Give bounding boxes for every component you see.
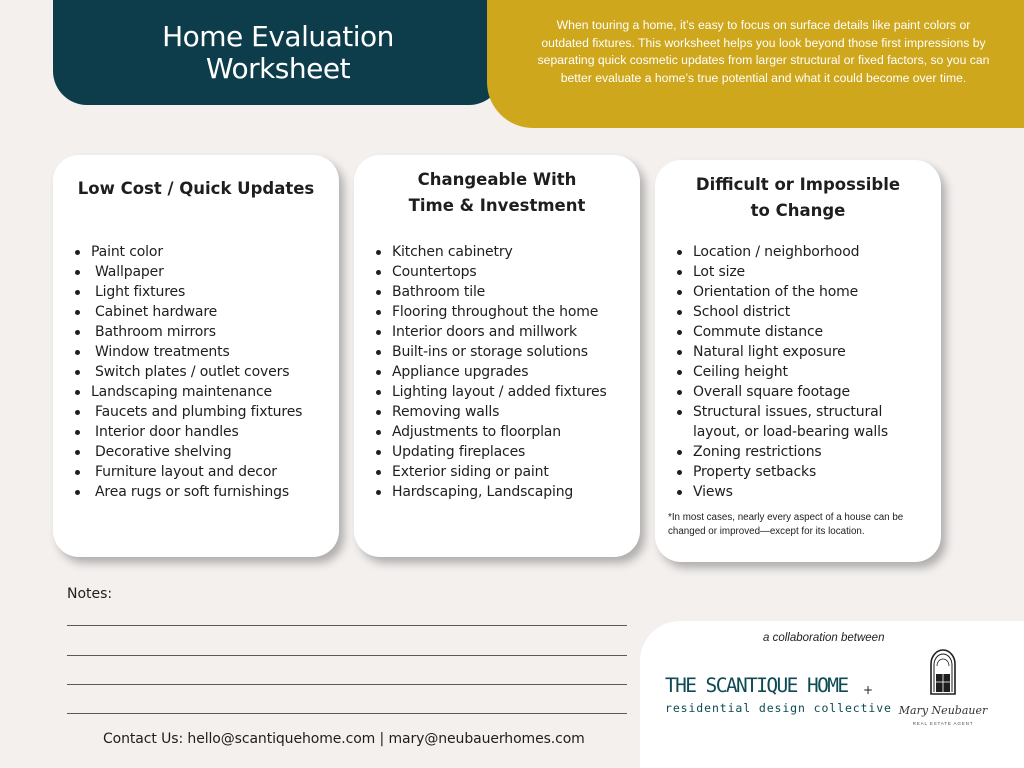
scantique-logo-subtitle: residential design collective bbox=[665, 701, 892, 715]
plus-sign: + bbox=[863, 683, 874, 697]
list-item: Kitchen cabinetry bbox=[376, 242, 632, 262]
list-item: Orientation of the home bbox=[677, 282, 933, 302]
notes-label: Notes: bbox=[67, 586, 113, 602]
arched-door-icon bbox=[931, 650, 955, 694]
list-item: Light fixtures bbox=[75, 282, 331, 302]
list-item: Ceiling height bbox=[677, 362, 933, 382]
list-item: Lot size bbox=[677, 262, 933, 282]
list-item: Wallpaper bbox=[75, 262, 331, 282]
list-item: Zoning restrictions bbox=[677, 442, 933, 462]
list-item: Natural light exposure bbox=[677, 342, 933, 362]
list-item: Structural issues, structural layout, or load-bearing walls bbox=[677, 402, 933, 442]
page-title: Home Evaluation Worksheet bbox=[162, 19, 394, 85]
card-difficult bbox=[655, 160, 941, 562]
title-banner bbox=[53, 0, 503, 105]
card-title: Low Cost / Quick Updates bbox=[77, 179, 315, 198]
intro-banner bbox=[487, 0, 1024, 128]
list-item: Overall square footage bbox=[677, 382, 933, 402]
card-title: Changeable With Time & Investment bbox=[408, 170, 586, 215]
scantique-logo-title: THE SCANTIQUE HOME bbox=[665, 674, 848, 697]
list-item: Updating fireplaces bbox=[376, 442, 632, 462]
note-line[interactable] bbox=[67, 625, 627, 626]
location-footnote: *In most cases, nearly every aspect of a house can be changed or improved—except for its location. bbox=[668, 512, 904, 537]
list-item: Lighting layout / added fixtures bbox=[376, 382, 632, 402]
note-line[interactable] bbox=[67, 713, 627, 714]
quick-updates-list bbox=[75, 242, 331, 502]
list-item: Flooring throughout the home bbox=[376, 302, 632, 322]
list-item: Appliance upgrades bbox=[376, 362, 632, 382]
contact-info: Contact Us: hello@scantiquehome.com | mary@neubauerhomes.com bbox=[103, 731, 585, 747]
list-item: Location / neighborhood bbox=[677, 242, 933, 262]
list-item: Built-ins or storage solutions bbox=[376, 342, 632, 362]
list-item: Commute distance bbox=[677, 322, 933, 342]
list-item: Area rugs or soft furnishings bbox=[75, 482, 331, 502]
list-item: Faucets and plumbing fixtures bbox=[75, 402, 331, 422]
list-item: Landscaping maintenance bbox=[75, 382, 331, 402]
list-item: Paint color bbox=[75, 242, 331, 262]
card-changeable bbox=[354, 155, 640, 557]
list-item: Countertops bbox=[376, 262, 632, 282]
agent-name: Mary Neubauer bbox=[898, 704, 988, 717]
list-item: Switch plates / outlet covers bbox=[75, 362, 331, 382]
list-item: Bathroom mirrors bbox=[75, 322, 331, 342]
list-item: Decorative shelving bbox=[75, 442, 331, 462]
list-item: Property setbacks bbox=[677, 462, 933, 482]
card-quick-updates bbox=[53, 155, 339, 557]
difficult-list bbox=[677, 242, 933, 502]
agent-title: REAL ESTATE AGENT bbox=[912, 721, 974, 726]
list-item: Bathroom tile bbox=[376, 282, 632, 302]
list-item: Adjustments to floorplan bbox=[376, 422, 632, 442]
list-item: Interior door handles bbox=[75, 422, 331, 442]
card-title: Difficult or Impossible to Change bbox=[695, 175, 901, 220]
list-item: Window treatments bbox=[75, 342, 331, 362]
list-item: Views bbox=[677, 482, 933, 502]
note-line[interactable] bbox=[67, 655, 627, 656]
changeable-list bbox=[376, 242, 632, 502]
collaboration-label: a collaboration between bbox=[763, 632, 885, 644]
list-item: Cabinet hardware bbox=[75, 302, 331, 322]
note-line[interactable] bbox=[67, 684, 627, 685]
list-item: Hardscaping, Landscaping bbox=[376, 482, 632, 502]
agent-logo bbox=[885, 644, 1003, 734]
list-item: Removing walls bbox=[376, 402, 632, 422]
list-item: Exterior siding or paint bbox=[376, 462, 632, 482]
list-item: School district bbox=[677, 302, 933, 322]
intro-text: When touring a home, it’s easy to focus on surface details like paint colors or outdated fixtures. This worksheet helps you look beyond those first impressions by separating quick cosmetic updates from larger structural or fixed factors, so you can better evaluate a home’s true potential and what it could become over time. bbox=[537, 18, 990, 85]
list-item: Interior doors and millwork bbox=[376, 322, 632, 342]
list-item: Furniture layout and decor bbox=[75, 462, 331, 482]
